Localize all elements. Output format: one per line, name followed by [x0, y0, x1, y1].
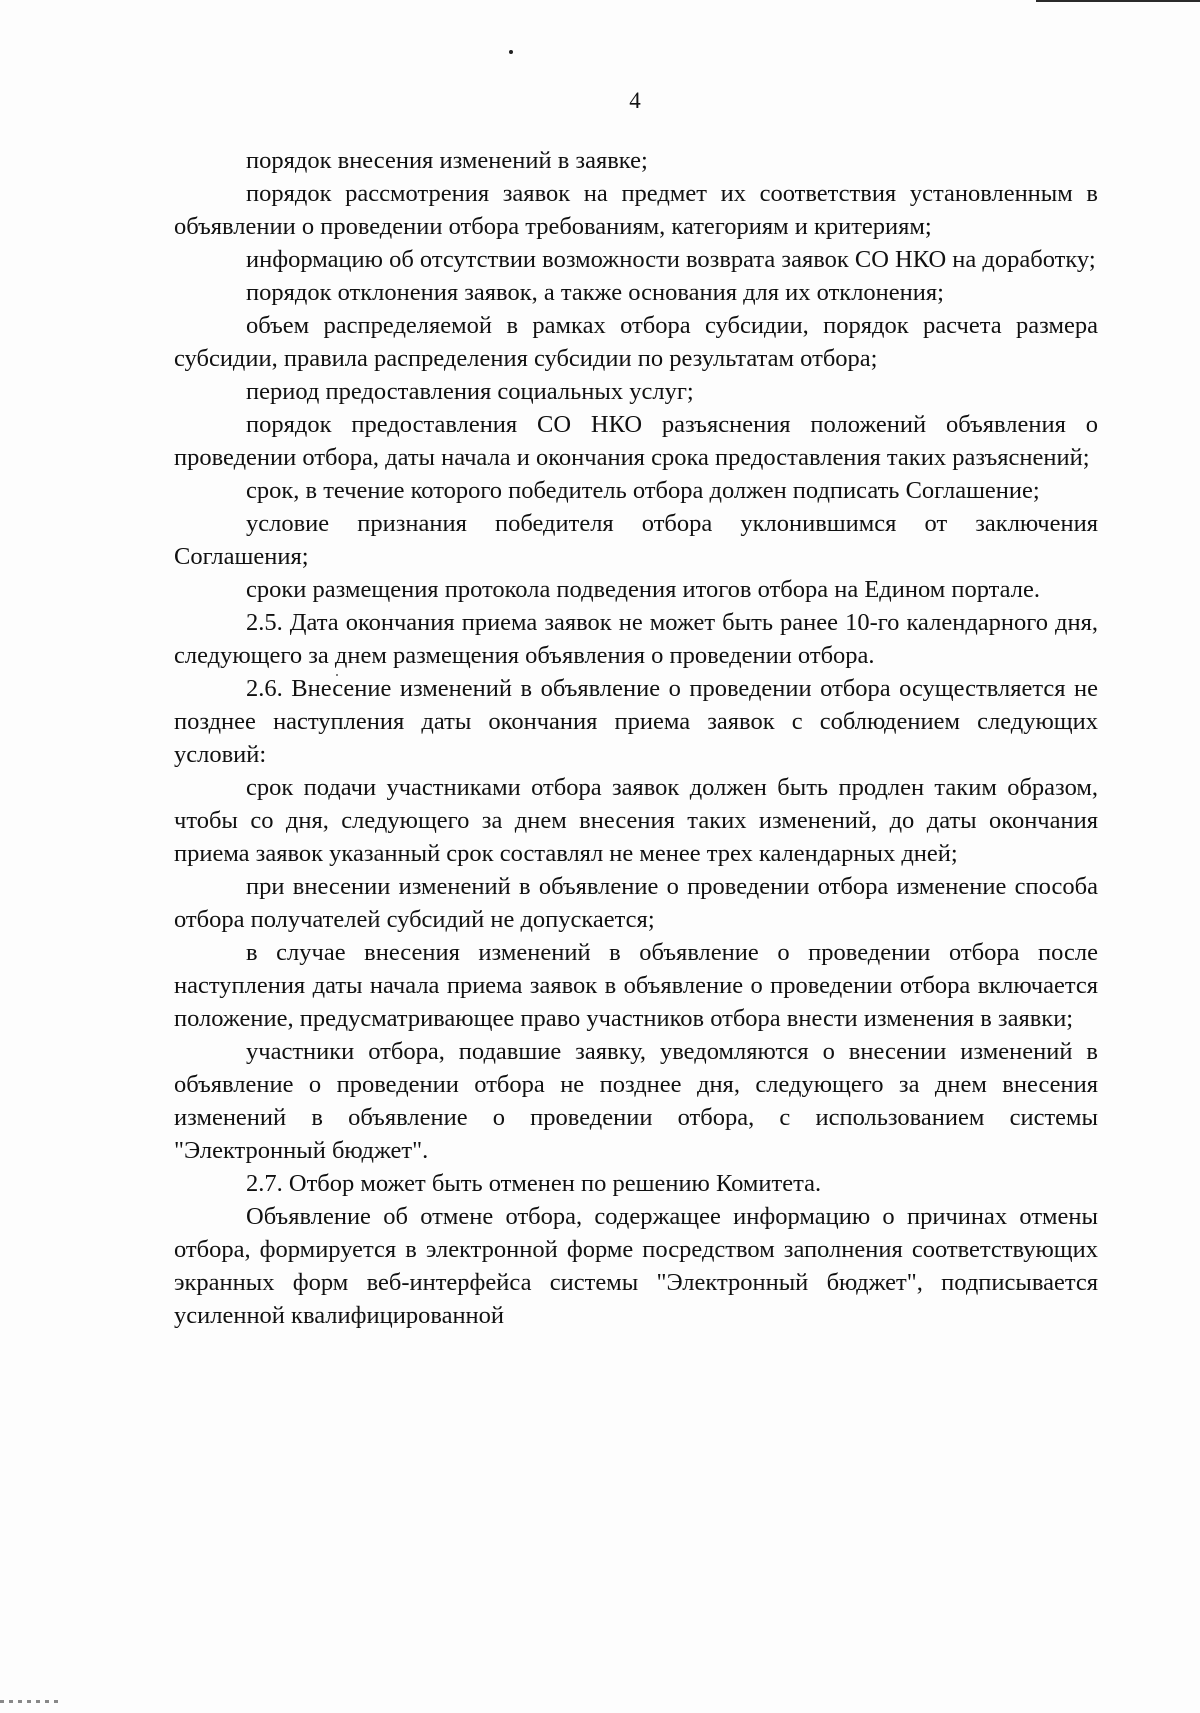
- paragraph: 2.7. Отбор может быть отменен по решению Комитета.: [246, 1170, 822, 1197]
- paragraph: 2.6. Внесение изменений в объявление о проведении отбора осуществляется не позднее наступления даты окончания приема заявок с соблюдением следующих условий:: [174, 675, 1098, 768]
- paragraph: условие признания победителя отбора уклонившимся от заключения Соглашения;: [174, 510, 1098, 570]
- paragraph: при внесении изменений в объявление о проведении отбора изменение способа отбора получателей субсидий не допускается;: [174, 873, 1098, 933]
- paragraph: в случае внесения изменений в объявление о проведении отбора после наступления даты начала приема заявок в объявление о проведении отбора включается положение, предусматривающее право участников отбора внести изменения в заявки;: [174, 939, 1098, 1032]
- paragraph: порядок рассмотрения заявок на предмет их соответствия установленным в объявлении о проведении отбора требованиям, категориям и критериям;: [174, 180, 1098, 240]
- page-number: 4: [629, 88, 641, 113]
- paragraph: порядок внесения изменений в заявке;: [246, 147, 648, 174]
- paragraph: информацию об отсутствии возможности возврата заявок СО НКО на доработку;: [246, 246, 1096, 273]
- scan-edge-mark: [0, 1700, 60, 1703]
- top-edge-rule: [1036, 0, 1200, 2]
- paragraph: участники отбора, подавшие заявку, уведомляются о внесении изменений в объявление о проведении отбора не позднее дня, следующего за днем внесения изменений в объявление о проведении отбора, с использованием системы "Электронный бюджет".: [174, 1038, 1098, 1164]
- paragraph: Объявление об отмене отбора, содержащее информацию о причинах отмены отбора, формируется в электронной форме посредством заполнения соответствующих экранных форм веб-интерфейса системы "Электронный бюджет", подписывается усиленной квалифицированной: [174, 1203, 1098, 1329]
- paragraph: объем распределяемой в рамках отбора субсидии, порядок расчета размера субсидии, правила распределения субсидии по результатам отбора;: [174, 312, 1098, 372]
- document-body: [174, 144, 1098, 1332]
- paragraph: 2.5. Дата окончания приема заявок не может быть ранее 10-го календарного дня, следующего за днем размещения объявления о проведении отбора.: [174, 609, 1098, 669]
- paragraph: порядок предоставления СО НКО разъяснения положений объявления о проведении отбора, даты начала и окончания срока предоставления таких разъяснений;: [174, 411, 1098, 471]
- paragraph: период предоставления социальных услуг;: [246, 378, 694, 405]
- paragraph: сроки размещения протокола подведения итогов отбора на Едином портале.: [246, 576, 1041, 603]
- scan-artifact-dot: [509, 50, 513, 54]
- paragraph: срок подачи участниками отбора заявок должен быть продлен таким образом, чтобы со дня, следующего за днем внесения таких изменений, до даты окончания приема заявок указанный срок составлял не менее трех календарных дней;: [174, 774, 1098, 867]
- paragraph: срок, в течение которого победитель отбора должен подписать Соглашение;: [246, 477, 1040, 504]
- paragraph: порядок отклонения заявок, а также основания для их отклонения;: [246, 279, 944, 306]
